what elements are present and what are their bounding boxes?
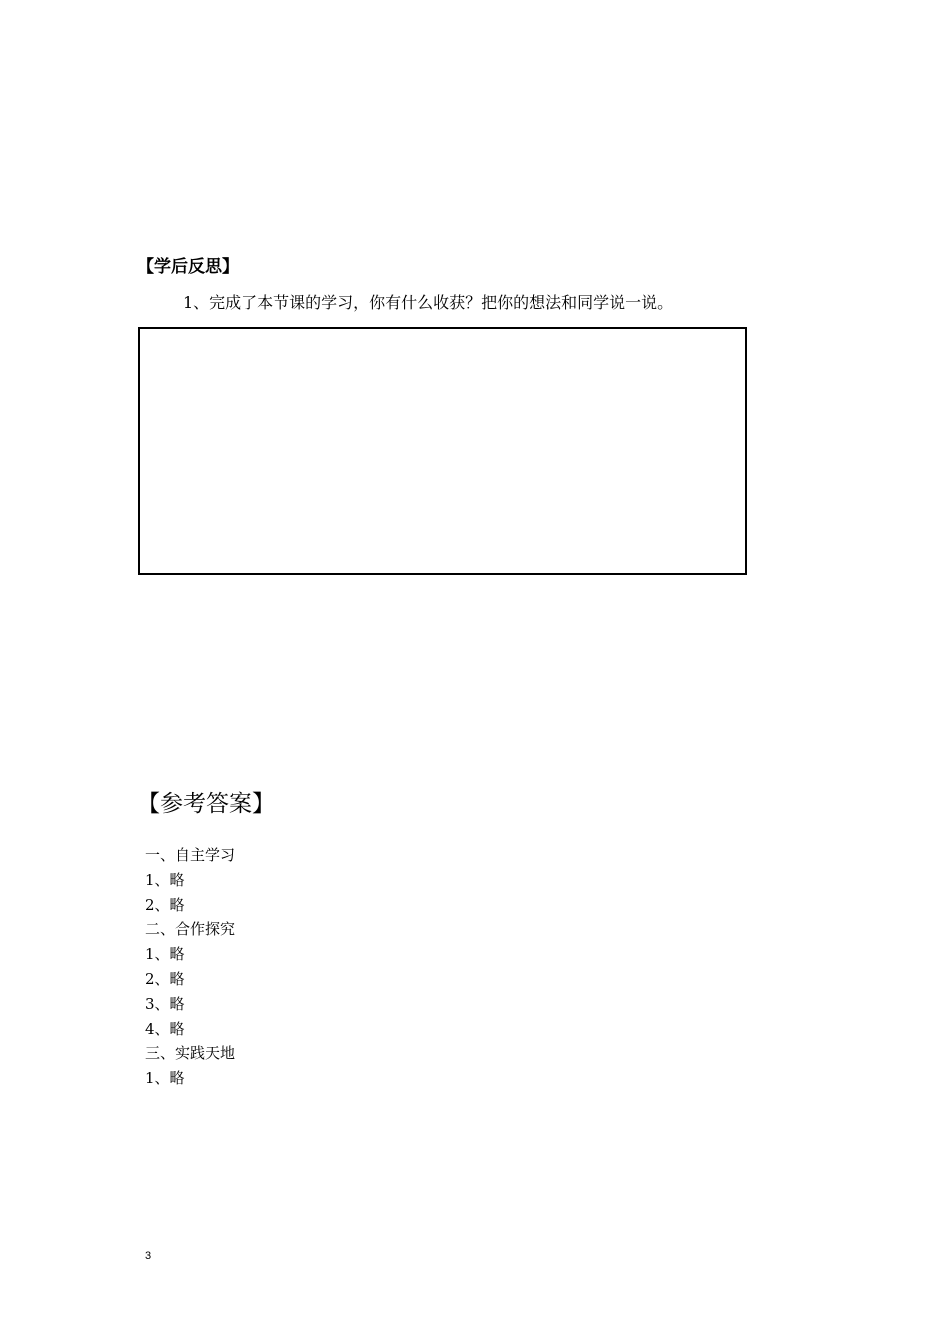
reflection-heading: 【学后反思】 [137, 257, 239, 277]
answer-item: 4、略 [145, 1019, 185, 1038]
answer-item: 2、略 [145, 969, 185, 988]
reflection-answer-box[interactable] [138, 327, 747, 575]
answer-section-title: 一、自主学习 [145, 846, 236, 864]
reference-answers-list [145, 843, 235, 1091]
answer-item: 1、略 [145, 870, 185, 889]
page-number: 3 [145, 1250, 152, 1262]
reference-answers-heading: 【参考答案】 [137, 791, 275, 817]
answer-item: 1、略 [145, 1069, 185, 1088]
answer-section-title: 三、实践天地 [145, 1044, 236, 1063]
answer-section-title: 二、合作探究 [145, 920, 236, 939]
answer-item: 1、略 [145, 945, 185, 964]
answer-item: 2、略 [145, 895, 185, 914]
reflection-question: 1、完成了本节课的学习，你有什么收获？把你的想法和同学说一说。 [183, 293, 674, 312]
answer-item: 3、略 [145, 994, 185, 1013]
